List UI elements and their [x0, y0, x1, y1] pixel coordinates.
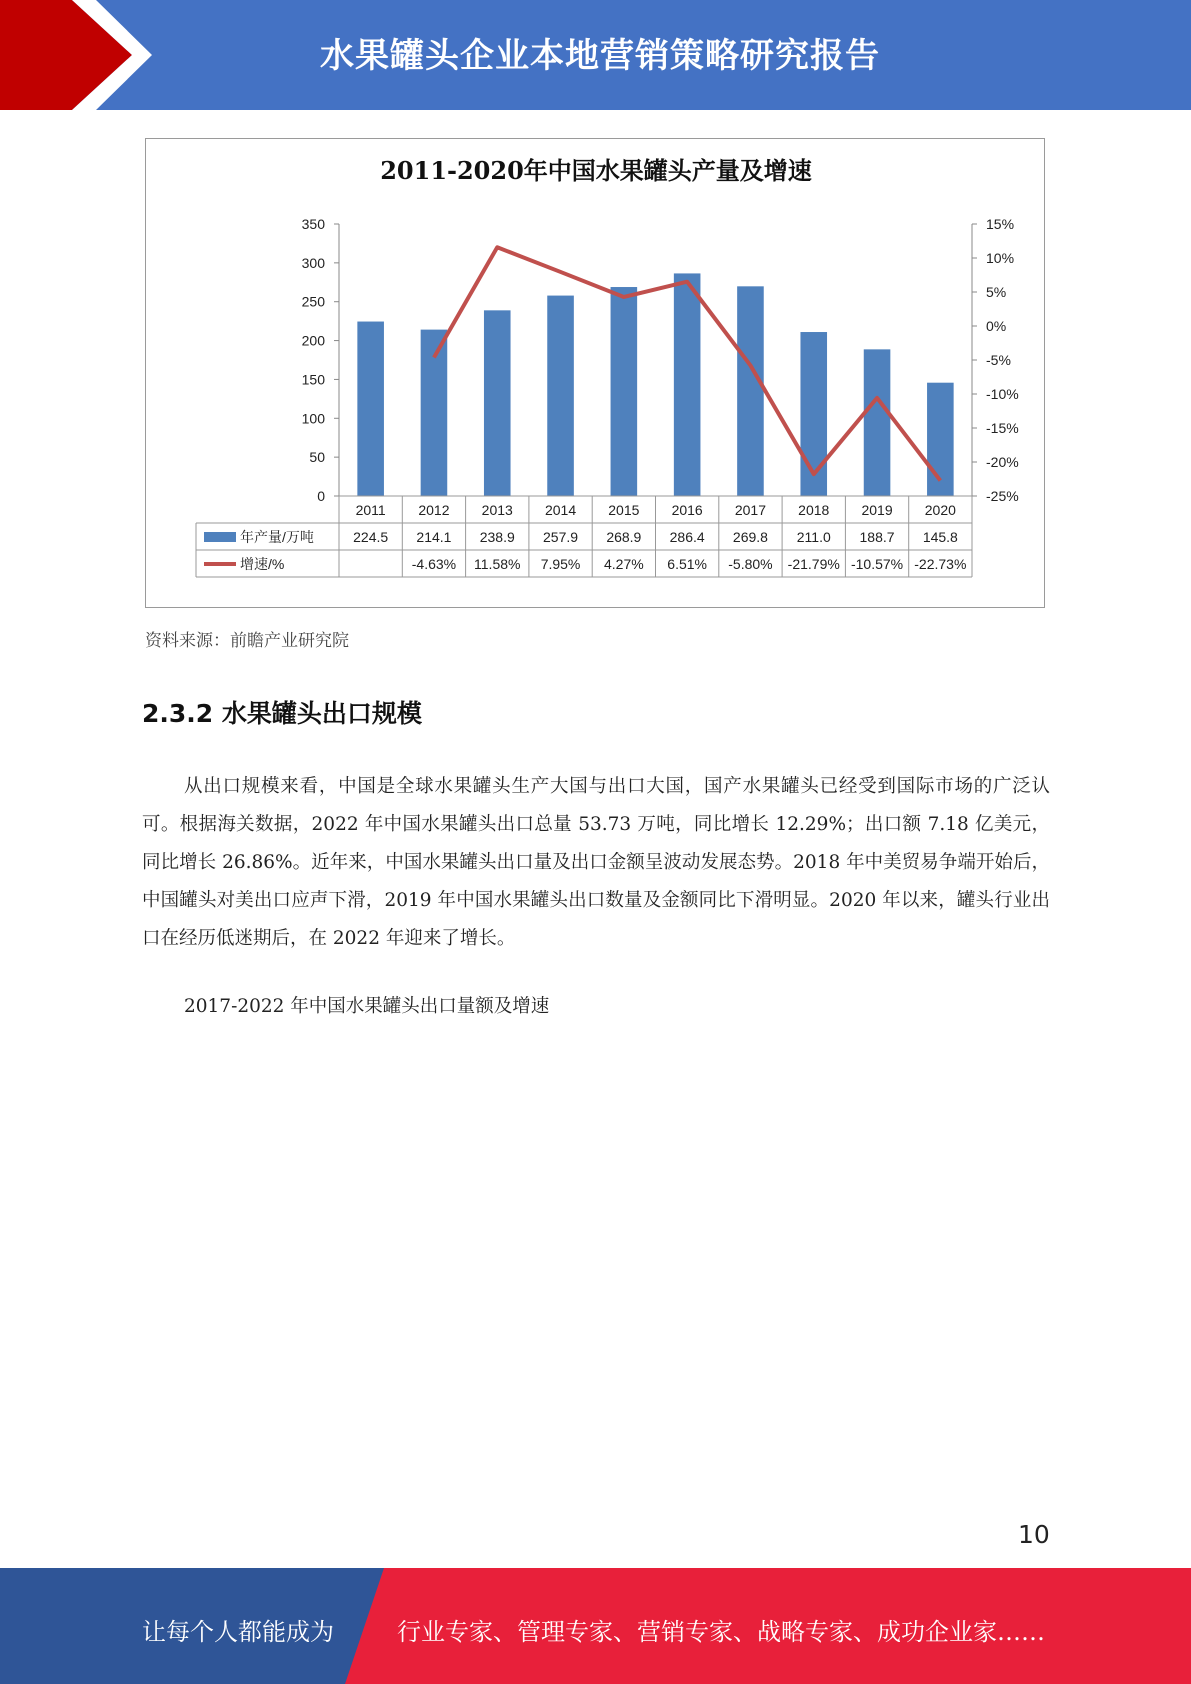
bar-value-label: 268.9 [606, 529, 642, 545]
bar [547, 296, 574, 496]
category-label: 2013 [481, 502, 513, 518]
page-footer [0, 1568, 1191, 1684]
category-label: 2019 [861, 502, 893, 518]
growth-value-label: 11.58% [474, 556, 521, 572]
left-tick-label: 0 [317, 488, 325, 504]
right-tick-label: 5% [986, 284, 1007, 300]
category-label: 2016 [671, 502, 703, 518]
footer-roles: 行业专家、管理专家、营销专家、战略专家、成功企业家…… [397, 1618, 1045, 1646]
page-header [0, 0, 1191, 110]
bar-value-label: 286.4 [669, 529, 705, 545]
category-label: 2018 [798, 502, 830, 518]
chart-source: 资料来源：前瞻产业研究院 [145, 631, 349, 651]
chart-title: 2011-2020年中国水果罐头产量及增速 [380, 156, 812, 185]
category-label: 2012 [418, 502, 450, 518]
growth-value-label: -5.80% [728, 556, 773, 572]
growth-value-label: 6.51% [667, 556, 708, 572]
bar-value-label: 238.9 [479, 529, 515, 545]
bar-value-label: 211.0 [796, 529, 831, 545]
section-heading: 2.3.2 水果罐头出口规模 [142, 699, 422, 728]
growth-value-label: -4.63% [411, 556, 457, 572]
left-tick-label: 250 [301, 293, 325, 310]
bar-value-label: 214.1 [416, 529, 452, 545]
report-title: 水果罐头企业本地营销策略研究报告 [320, 36, 880, 76]
bar-value-label: 188.7 [859, 529, 895, 545]
category-label: 2017 [734, 502, 767, 518]
figure-caption: 2017-2022 年中国水果罐头出口量额及增速 [184, 996, 550, 1017]
left-tick-label: 350 [301, 216, 325, 232]
growth-value-label: -21.79% [787, 556, 840, 572]
category-label: 2015 [608, 502, 640, 518]
left-tick-label: 150 [301, 371, 325, 388]
category-label: 2014 [544, 502, 577, 518]
legend-label-line: 增速/% [240, 556, 285, 572]
left-tick-label: 200 [301, 332, 325, 349]
growth-value-label: -10.57% [850, 556, 904, 572]
bar-value-label: 269.8 [732, 529, 768, 545]
right-tick-label: 0% [986, 318, 1007, 334]
right-tick-label: -10% [986, 386, 1019, 402]
right-tick-label: -15% [986, 420, 1019, 436]
growth-value-label: 4.27% [603, 556, 644, 572]
bar [737, 286, 764, 496]
category-label: 2020 [924, 502, 956, 518]
chart-canvas [146, 139, 1046, 609]
bar [674, 273, 701, 496]
bar-value-label: 257.9 [543, 529, 579, 545]
growth-value-label: 7.95% [540, 556, 581, 572]
bar-value-label: 224.5 [353, 529, 389, 545]
left-tick-label: 300 [301, 254, 325, 271]
legend-key-bar [204, 532, 236, 542]
legend-label-bar: 年产量/万吨 [240, 529, 314, 545]
right-tick-label: 10% [986, 250, 1015, 266]
right-tick-label: -5% [986, 352, 1011, 368]
growth-value-label: -22.73% [914, 556, 967, 572]
bar [484, 310, 511, 496]
bar [611, 287, 638, 496]
body-paragraph: 从出口规模来看，中国是全球水果罐头生产大国与出口大国，国产水果罐头已经受到国际市场的广泛认可。根据海关数据，2022 年中国水果罐头出口总量 53.73 万吨，同比增长 12.29%；出口额 7.18 亿美元，同比增长 26.86%。近年来，中国水果罐头出口量及出口金额呈波动发展态势。2018 年中美贸易争端开始后，中国罐头对美出口应声下滑，2019 年中国水果罐头出口数量及金额同比下滑明显。2020 年以来，罐头行业出口在经历低迷期后，在 2022 年迎来了增长。 [142, 776, 1050, 949]
production-chart [145, 138, 1045, 608]
left-tick-label: 50 [309, 449, 325, 466]
right-tick-label: 15% [986, 216, 1015, 232]
bar [357, 322, 384, 496]
right-tick-label: -25% [986, 488, 1019, 504]
bar [864, 349, 891, 496]
bar-value-label: 145.8 [922, 529, 958, 545]
page-number: 10 [1018, 1520, 1050, 1549]
category-label: 2011 [355, 502, 386, 518]
right-tick-label: -20% [986, 454, 1019, 470]
left-tick-label: 100 [301, 410, 325, 427]
footer-slogan: 让每个人都能成为 [142, 1618, 334, 1646]
